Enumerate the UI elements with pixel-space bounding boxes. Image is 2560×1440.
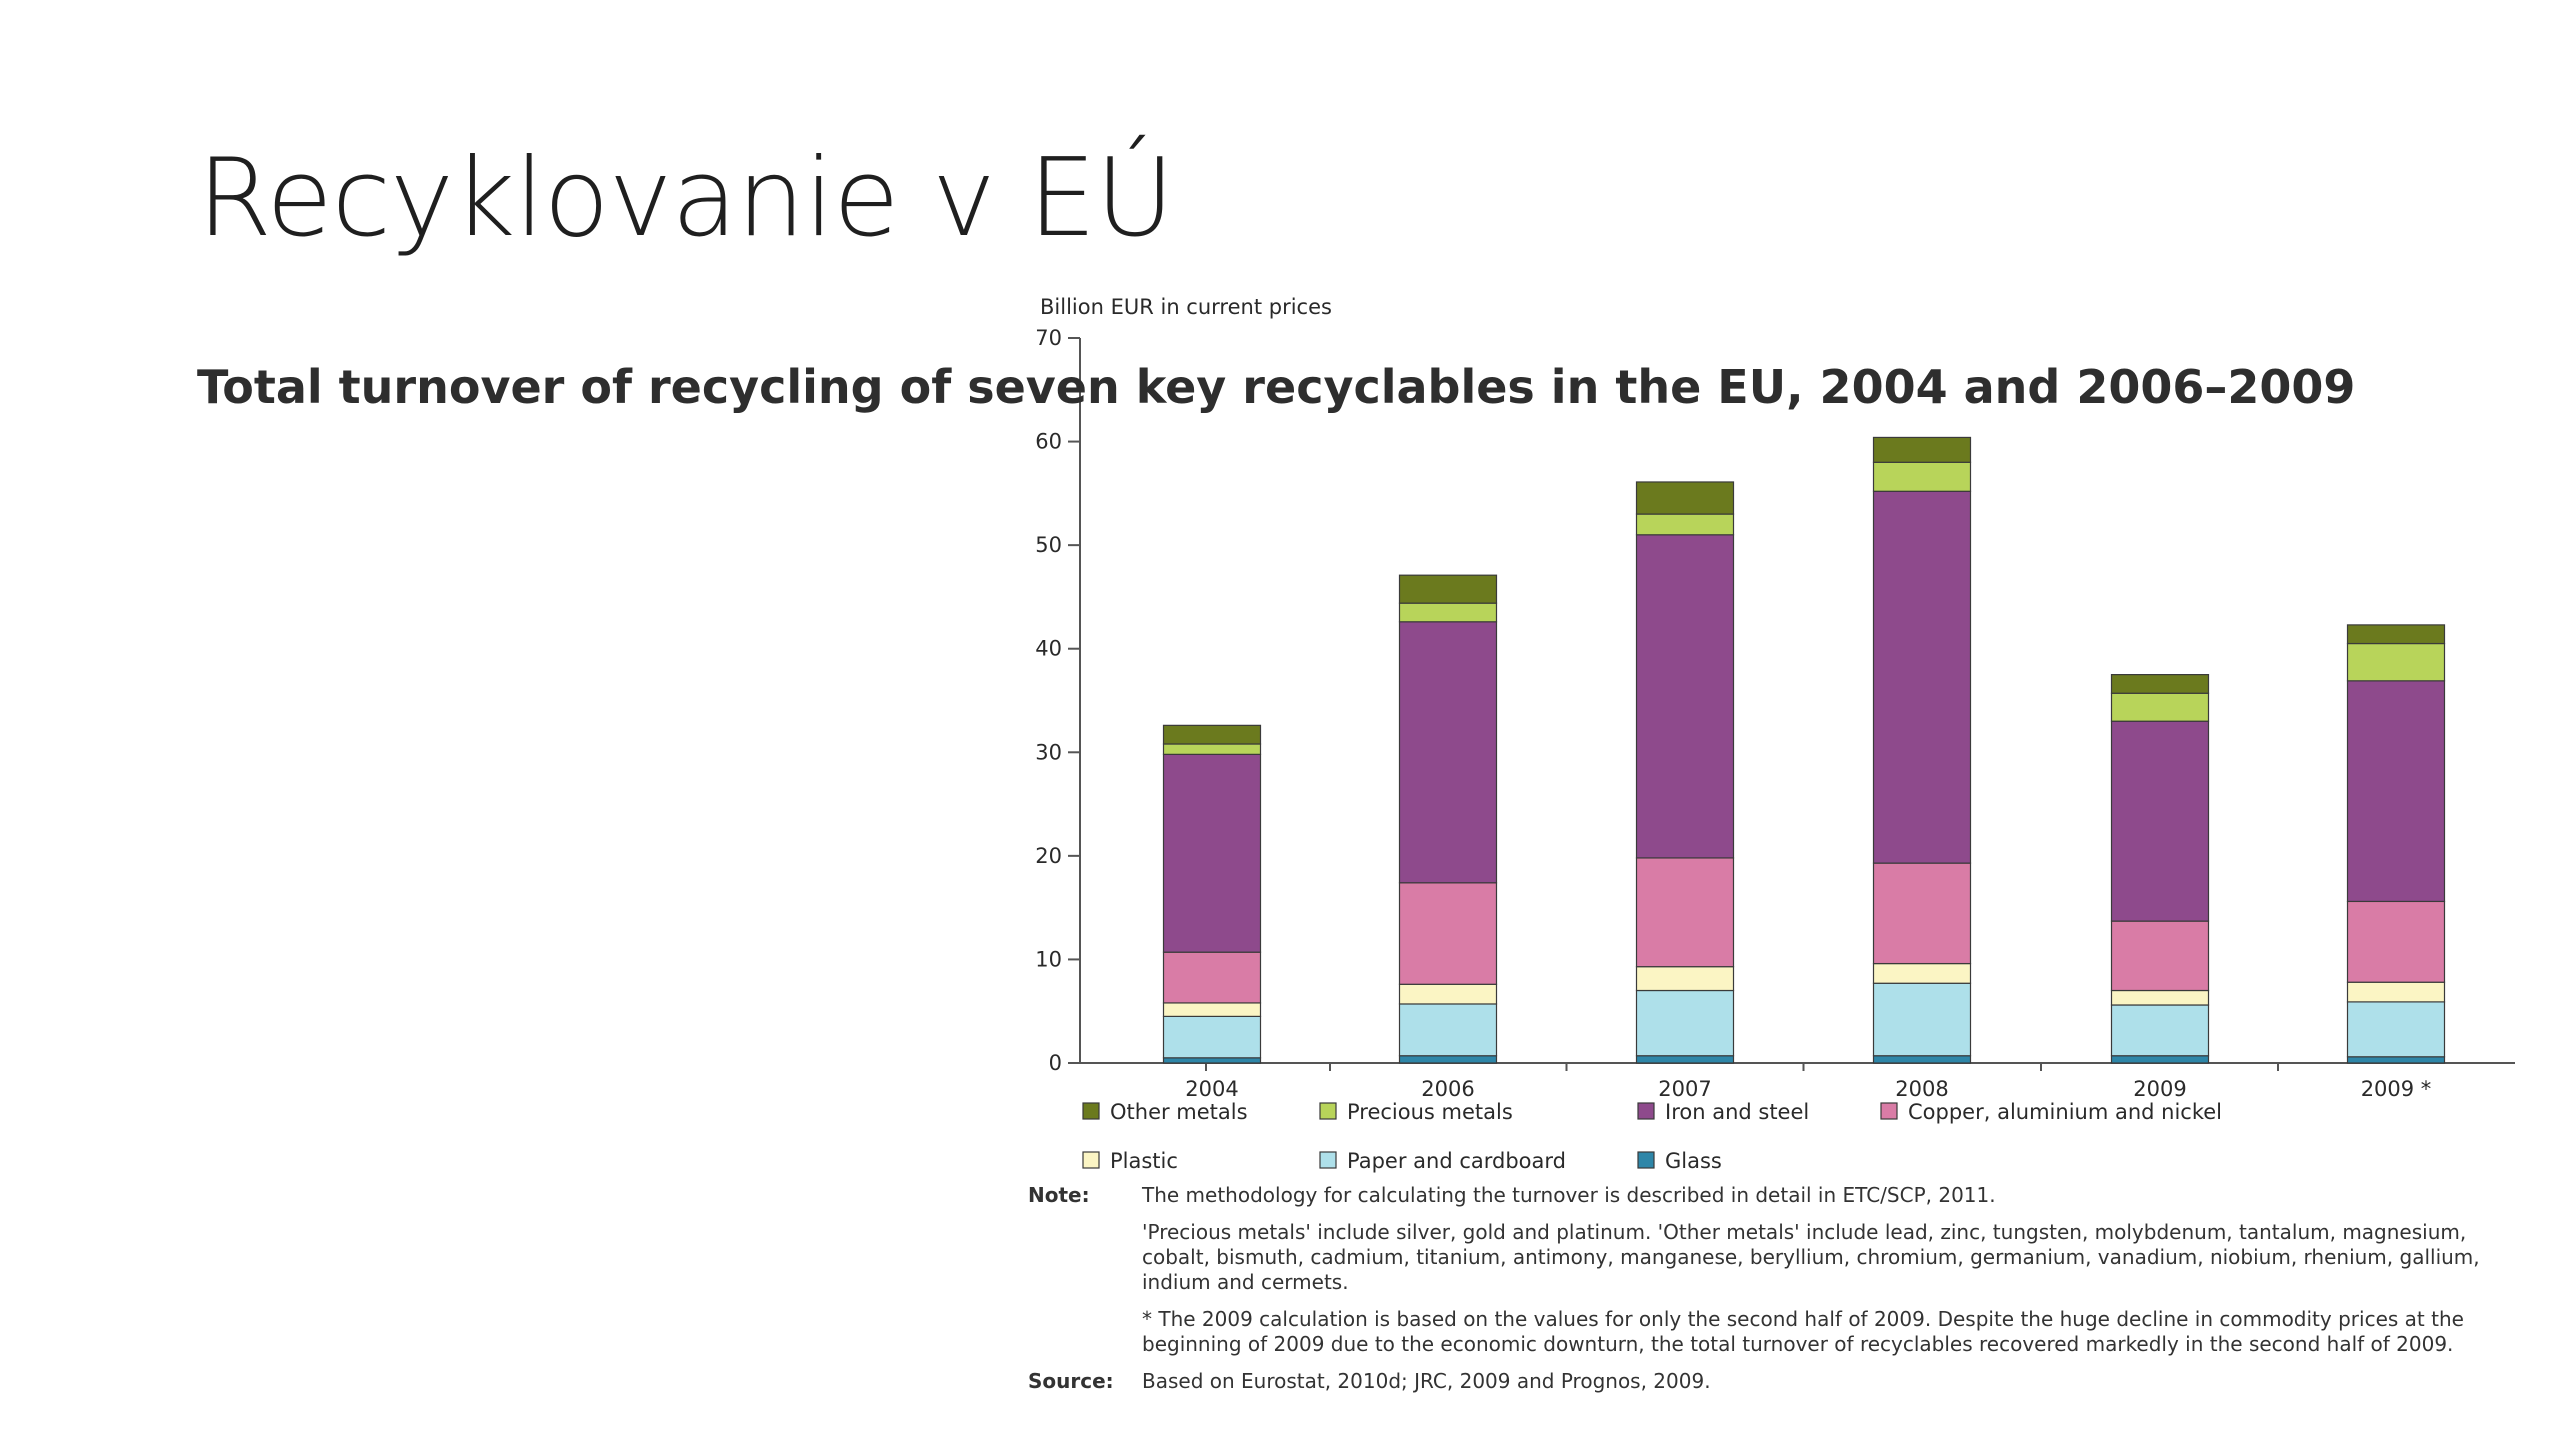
bar-segment [1874,1056,1971,1063]
slide-title: Recyklovanie v EÚ [197,136,1174,261]
note-line: The methodology for calculating the turnover is described in detail in ETC/SCP, 2011. [1142,1183,1996,1207]
bar-segment [1400,883,1497,985]
bar-segment [2112,921,2209,990]
bar-segment [1164,754,1261,952]
legend-swatch [1638,1103,1654,1119]
bar-segment [2112,1005,2209,1056]
source-row [1028,1369,2528,1394]
x-tick-label: 2009 * [2360,1077,2432,1101]
legend-swatch [1881,1103,1897,1119]
x-tick-label: 2004 [1185,1077,1239,1101]
note-label: Note: [1028,1183,1090,1207]
y-tick-label: 0 [1048,1051,1062,1075]
chart-legend [1083,1100,2222,1173]
bar-segment [1637,1056,1734,1063]
y-tick-label: 20 [1035,843,1062,868]
legend-label: Plastic [1110,1149,1178,1173]
bar-segment [2112,675,2209,694]
bar-segment [1400,1004,1497,1056]
legend-label: Iron and steel [1665,1100,1810,1124]
bar-segment [1164,725,1261,744]
note-line: 'Precious metals' include silver, gold and platinum. 'Other metals' include lead, zinc, tungsten, molybdenum, tantalum, magnesium, cobalt, bismuth, cadmium, titanium, antimony, manganese, beryllium, chromium, germanium, vanadium, niobium, rhenium, gallium, indium and cermets. [1142,1220,2480,1294]
slide-subtitle: Total turnover of recycling of seven key recyclables in the EU, 2004 and 2006–2009 [197,360,2356,414]
chart-bars [1164,437,2445,1063]
bar-segment [1400,984,1497,1004]
bar-segment [1637,858,1734,967]
bar-segment [2112,991,2209,1006]
bar-segment [1637,482,1734,514]
bar-segment [1874,863,1971,963]
bar-segment [2112,1056,2209,1063]
legend-label: Paper and cardboard [1347,1149,1566,1173]
bar-segment [1874,437,1971,462]
y-tick-label: 10 [1035,947,1062,972]
legend-label: Copper, aluminium and nickel [1908,1100,2223,1124]
bar-segment [1400,575,1497,603]
legend-label: Precious metals [1347,1100,1513,1124]
bar-segment [2348,644,2445,681]
legend-label: Other metals [1110,1100,1248,1124]
bar-segment [1164,952,1261,1003]
legend-swatch [1083,1152,1099,1168]
y-tick-label: 30 [1035,740,1062,765]
bar-segment [1164,1016,1261,1057]
bar-segment [1874,462,1971,491]
bar-segment [1874,983,1971,1056]
bar-segment [2348,625,2445,644]
note-line: * The 2009 calculation is based on the values for only the second half of 2009. Despite the huge decline in commodity prices at the beginning of 2009 due to the economic downturn, the total turnover of recyclables recovered markedly in the second half of 2009. [1142,1307,2464,1356]
bar-segment [1637,967,1734,991]
y-tick-label: 40 [1035,636,1062,661]
x-tick-label: 2008 [1895,1077,1949,1101]
bar-segment [2112,693,2209,721]
legend-label: Glass [1665,1149,1722,1173]
legend-swatch [1320,1103,1336,1119]
bar-segment [2348,982,2445,1002]
note-row [1028,1183,2528,1357]
bar-segment [1874,964,1971,984]
bar-segment [2112,721,2209,921]
bar-segment [1874,491,1971,863]
bar-segment [1164,1058,1261,1063]
source-text: Based on Eurostat, 2010d; JRC, 2009 and Prognos, 2009. [1142,1369,1711,1393]
y-axis-label: Billion EUR in current prices [1040,295,1332,319]
legend-swatch [1320,1152,1336,1168]
legend-swatch [1083,1103,1099,1119]
x-tick-label: 2006 [1421,1077,1475,1101]
bar-segment [2348,1057,2445,1063]
bar-segment [1637,991,1734,1056]
bar-segment [1637,535,1734,858]
bar-segment [1637,514,1734,535]
y-tick-label: 70 [1035,326,1062,350]
y-tick-label: 60 [1035,429,1062,454]
source-label: Source: [1028,1369,1114,1393]
bar-segment [2348,681,2445,902]
bar-segment [1400,1056,1497,1063]
x-tick-label: 2007 [1658,1077,1712,1101]
bar-segment [2348,1002,2445,1057]
note-body [1142,1183,2528,1357]
bar-segment [1400,603,1497,622]
x-tick-label: 2009 [2133,1077,2187,1101]
chart-notes [1028,1183,2528,1406]
y-tick-label: 50 [1035,533,1062,558]
bar-segment [1164,1003,1261,1016]
legend-swatch [1638,1152,1654,1168]
bar-segment [1400,622,1497,883]
bar-segment [1164,744,1261,754]
bar-segment [2348,901,2445,982]
